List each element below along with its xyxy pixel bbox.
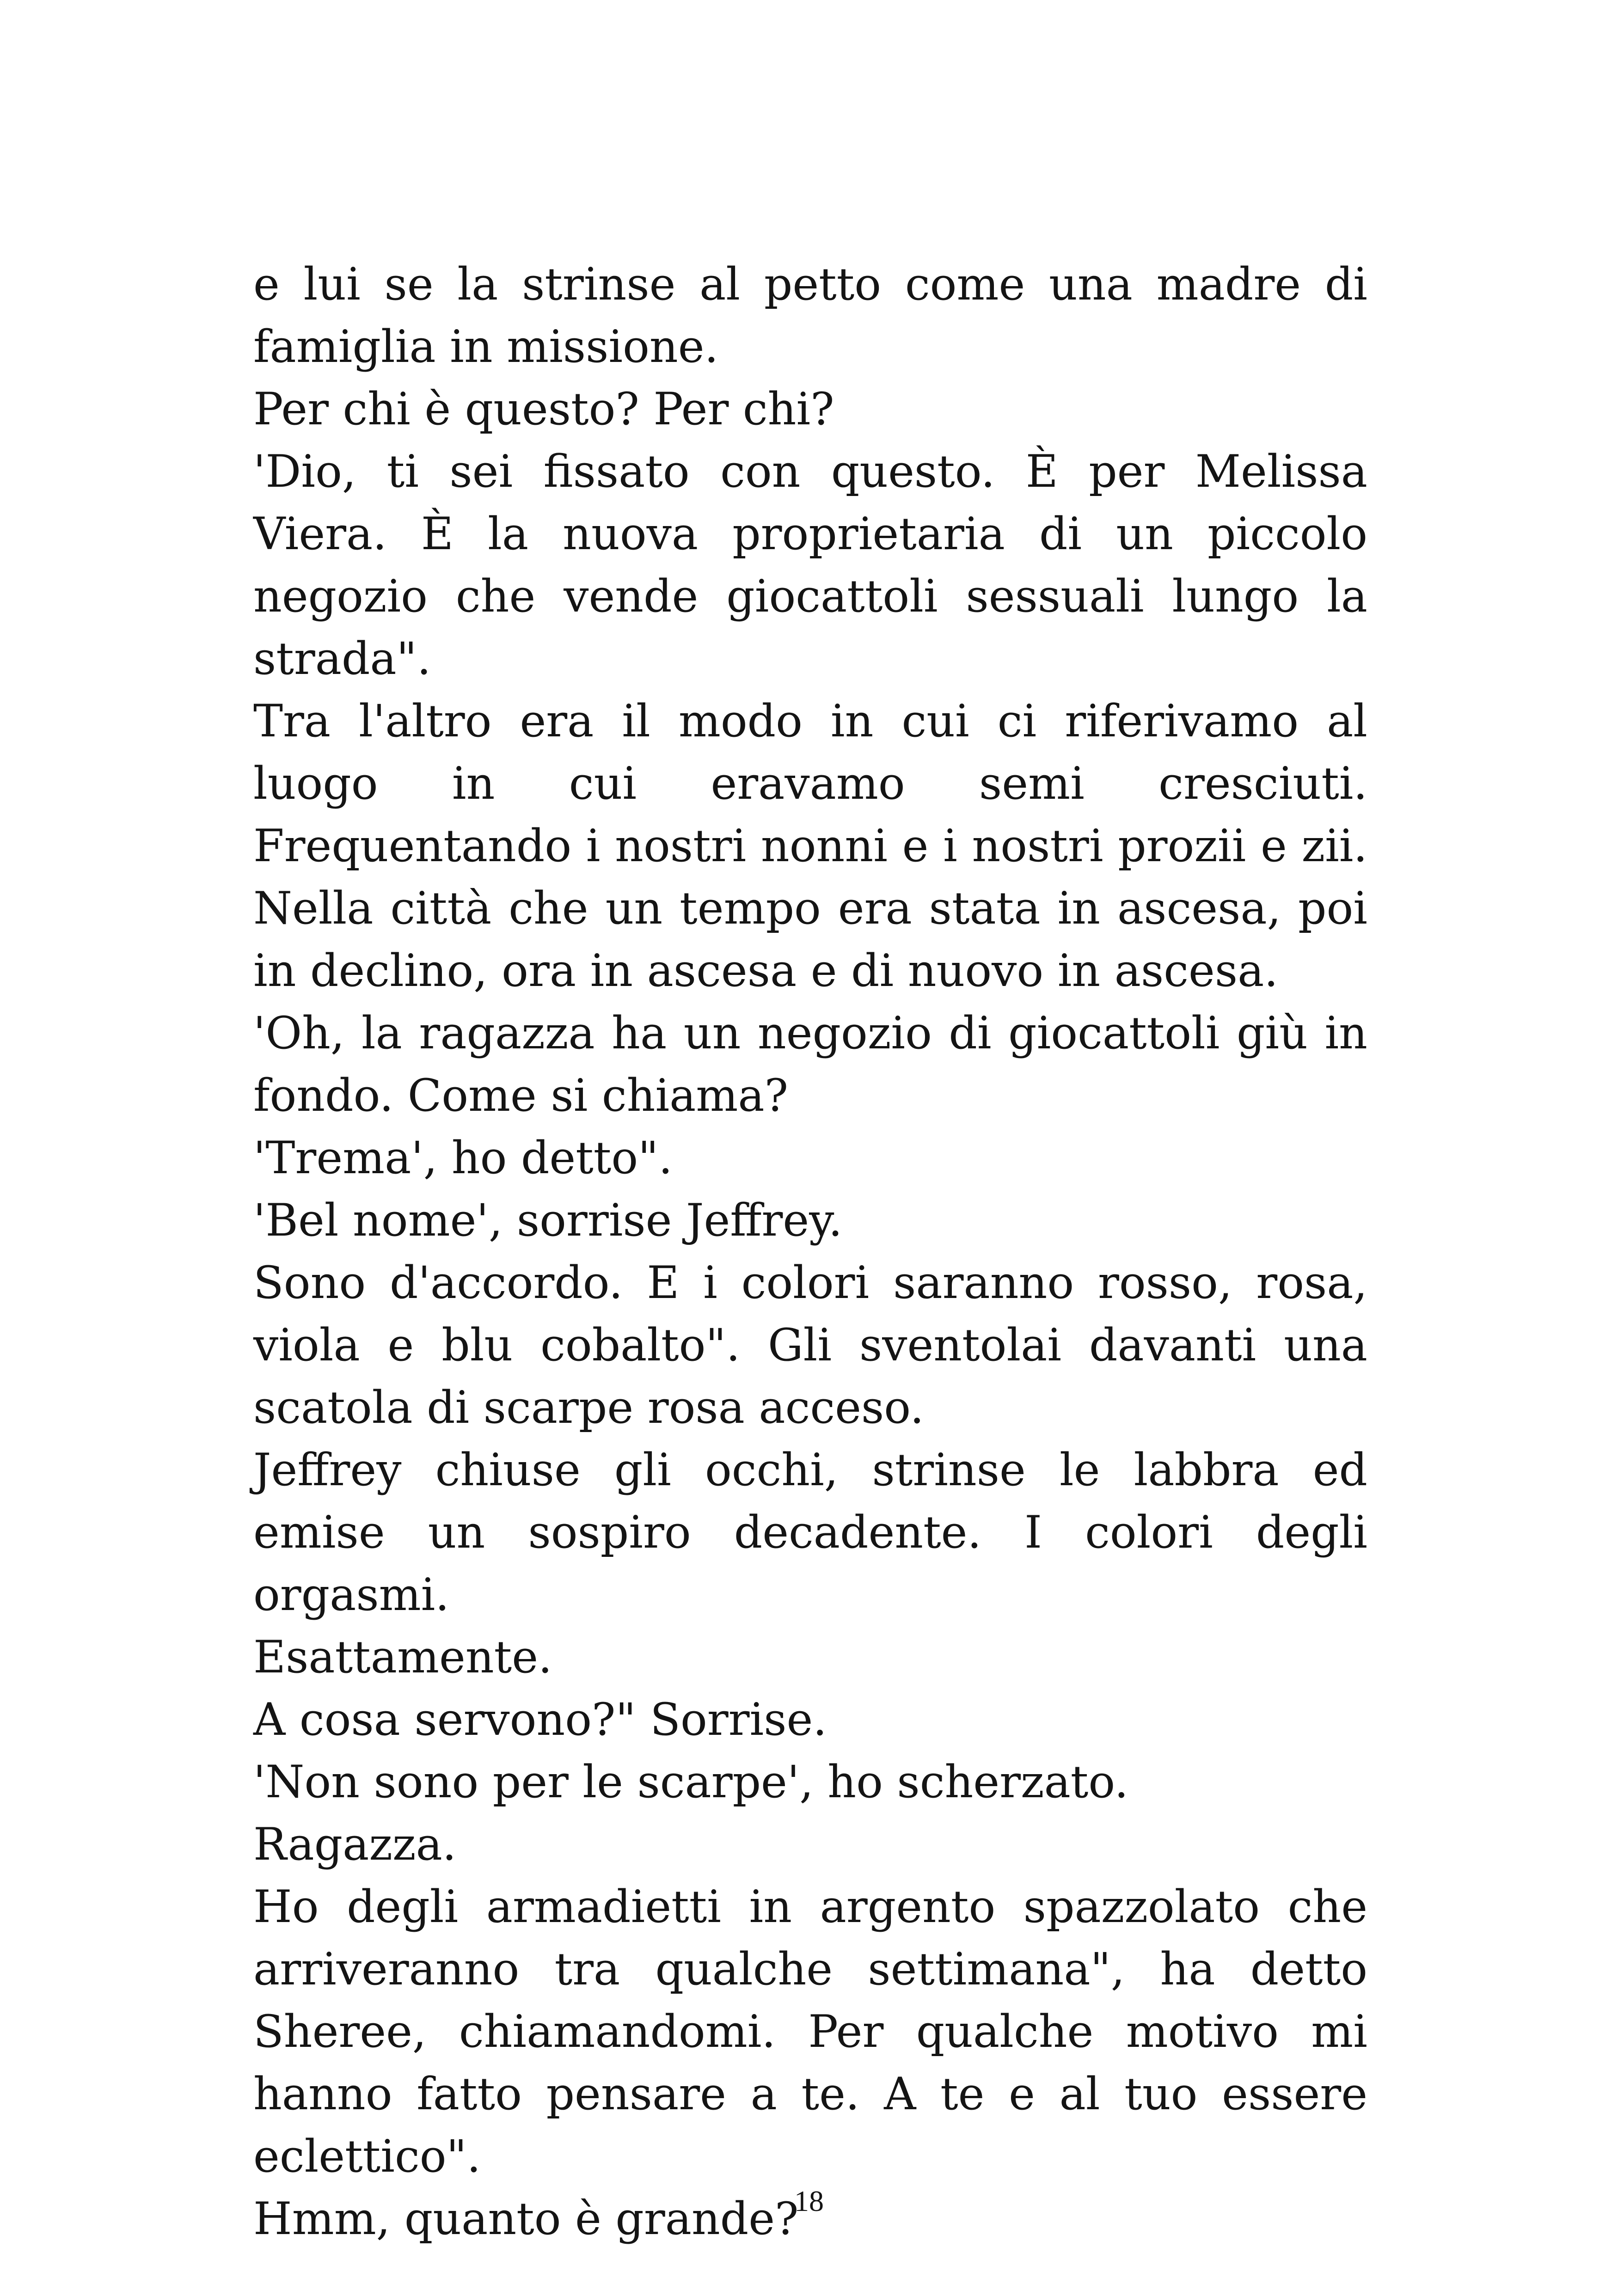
body-text — [253, 253, 1367, 2250]
paragraph: Per chi è questo? Per chi? — [253, 383, 834, 435]
paragraph: Hmm, quanto è grande? — [253, 2193, 799, 2245]
paragraph: A cosa servono?" Sorrise. — [253, 1694, 827, 1745]
paragraph: Sono d'accordo. E i colori saranno rosso, rosa, viola e blu cobalto". Gli sventolai davanti una scatola di scarpe rosa acceso. — [253, 1257, 1367, 1433]
paragraph: Ho degli armadietti in argento spazzolato che arriveranno tra qualche settimana", ha detto Sheree, chiamandomi. Per qualche motivo mi hanno fatto pensare a te. A te e al tuo essere eclettico". — [253, 1881, 1367, 2182]
page-number: 18 — [794, 2185, 824, 2217]
paragraph: Esattamente. — [253, 1631, 552, 1683]
paragraph: 'Dio, ti sei fissato con questo. È per Melissa Viera. È la nuova proprietaria di un piccolo negozio che vende giocattoli sessuali lungo la strada". — [253, 446, 1367, 685]
paragraph: Ragazza. — [253, 1818, 457, 1870]
paragraph: Tra l'altro era il modo in cui ci riferivamo al luogo in cui eravamo semi cresciuti. Frequentando i nostri nonni e i nostri prozii e zii. Nella città che un tempo era stata in ascesa, poi in declino, ora in ascesa e di nuovo in ascesa. — [253, 695, 1367, 997]
paragraph: 'Trema', ho detto". — [253, 1132, 673, 1184]
paragraph: 'Oh, la ragazza ha un negozio di giocattoli giù in fondo. Come si chiama? — [253, 1007, 1367, 1121]
paragraph: 'Bel nome', sorrise Jeffrey. — [253, 1194, 843, 1246]
paragraph: e lui se la strinse al petto come una madre di famiglia in missione. — [253, 258, 1367, 373]
paragraph: 'Non sono per le scarpe', ho scherzato. — [253, 1756, 1128, 1808]
paragraph: Jeffrey chiuse gli occhi, strinse le labbra ed emise un sospiro decadente. I colori degli orgasmi. — [253, 1444, 1367, 1621]
